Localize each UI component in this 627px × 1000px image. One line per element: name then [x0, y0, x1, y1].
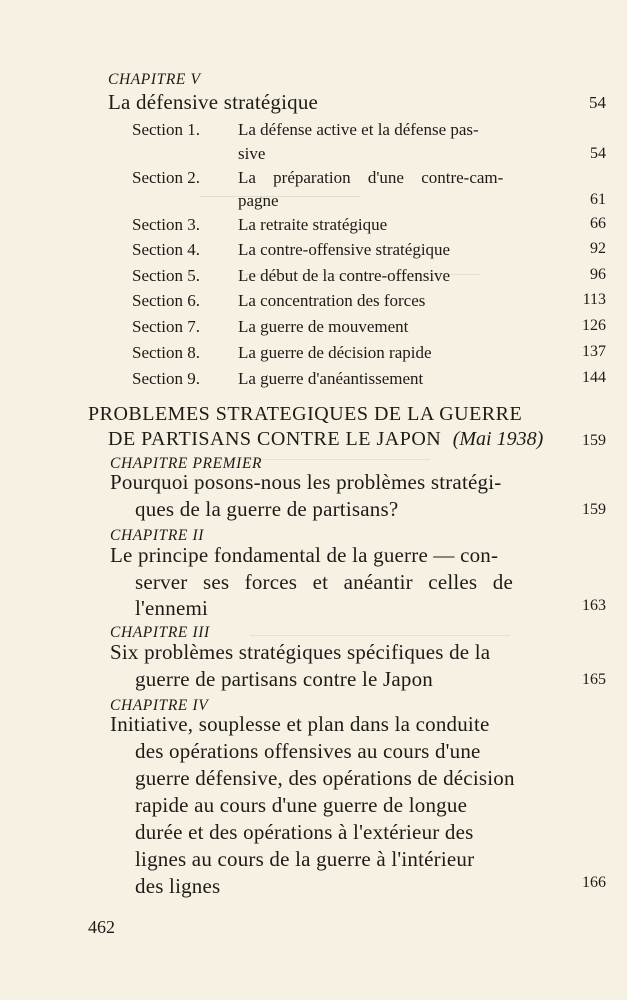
chapter-v-heading: CHAPITRE V: [108, 71, 201, 88]
section-label: Section 7.: [132, 317, 200, 336]
section-title-line: La défense active et la défense pas-: [238, 120, 479, 139]
chapter-title-line: Pourquoi posons-nous les problèmes stratégi-: [110, 470, 502, 494]
section-title-line: La guerre de décision rapide: [238, 343, 432, 362]
chapter-page: 163: [582, 597, 606, 614]
section-label: Section 4.: [132, 240, 200, 259]
chapter-page: 165: [582, 671, 606, 688]
chapter-title-line: Six problèmes stratégiques spécifiques de la: [110, 640, 491, 664]
part-date: (Mai 1938): [452, 428, 544, 450]
chapter-v-page: 54: [589, 93, 606, 112]
section-label: Section 8.: [132, 343, 200, 362]
chapter-title-line: ques de la guerre de partisans?: [135, 497, 399, 521]
section-title-line: La concentration des forces: [238, 291, 426, 310]
chapter-heading: CHAPITRE PREMIER: [110, 455, 263, 472]
section-page: 126: [582, 317, 606, 334]
chapter-heading: CHAPITRE II: [110, 527, 204, 544]
chapter-v-title: La défensive stratégique: [108, 90, 319, 114]
part-title-line1: PROBLEMES STRATEGIQUES DE LA GUERRE: [88, 403, 523, 425]
section-page: 54: [590, 145, 606, 162]
section-page: 92: [590, 240, 606, 257]
section-label: Section 2.: [132, 168, 200, 187]
section-title-line: La contre-offensive stratégique: [238, 240, 451, 259]
section-title-line: La guerre de mouvement: [238, 317, 409, 336]
section-title-line: La préparation d'une contre-cam-: [238, 168, 504, 187]
section-page: 137: [582, 343, 606, 360]
section-page: 144: [582, 369, 606, 386]
section-title-line: sive: [238, 144, 266, 163]
page-number: 462: [88, 917, 115, 937]
part-title-text: DE PARTISANS CONTRE LE JAPON: [108, 428, 442, 450]
section-page: 61: [590, 191, 606, 208]
chapter-title-line: durée et des opérations à l'extérieur des: [135, 820, 474, 844]
chapter-title-line: Le principe fondamental de la guerre — con-: [110, 543, 499, 567]
section-title-line: Le début de la contre-offensive: [238, 266, 451, 285]
section-title-line: La retraite stratégique: [238, 215, 388, 234]
chapter-title-line: des opérations offensives au cours d'une: [135, 739, 481, 763]
section-label: Section 6.: [132, 291, 200, 310]
section-page: 66: [590, 215, 606, 232]
chapter-title-line: lignes au cours de la guerre à l'intérieur: [135, 847, 475, 871]
section-page: 96: [590, 266, 606, 283]
chapter-heading: CHAPITRE IV: [110, 697, 209, 714]
section-page: 113: [582, 291, 606, 308]
chapter-heading: CHAPITRE III: [110, 624, 210, 641]
chapter-page: 166: [582, 874, 606, 891]
chapter-title-line: guerre défensive, des opérations de décision: [135, 766, 515, 790]
chapter-title-line: des lignes: [135, 874, 221, 898]
section-title: [238, 120, 560, 140]
section-label: Section 3.: [132, 215, 200, 234]
part-title-line2: [108, 428, 543, 451]
section-label: Section 9.: [132, 369, 200, 388]
chapter-title-line: Initiative, souplesse et plan dans la conduite: [110, 712, 490, 736]
section-title-line: La guerre d'anéantissement: [238, 369, 424, 388]
chapter-page: 159: [582, 501, 606, 518]
chapter-title-line: rapide au cours d'une guerre de longue: [135, 793, 468, 817]
chapter-title-line: server ses forces et anéantir celles de: [135, 570, 513, 594]
chapter-title-line: guerre de partisans contre le Japon: [135, 667, 433, 691]
section-label: Section 1.: [132, 120, 200, 139]
section-title-line: pagne: [238, 191, 279, 210]
part-page: 159: [582, 432, 606, 449]
chapter-title-line: l'ennemi: [135, 596, 209, 620]
section-label: Section 5.: [132, 266, 200, 285]
